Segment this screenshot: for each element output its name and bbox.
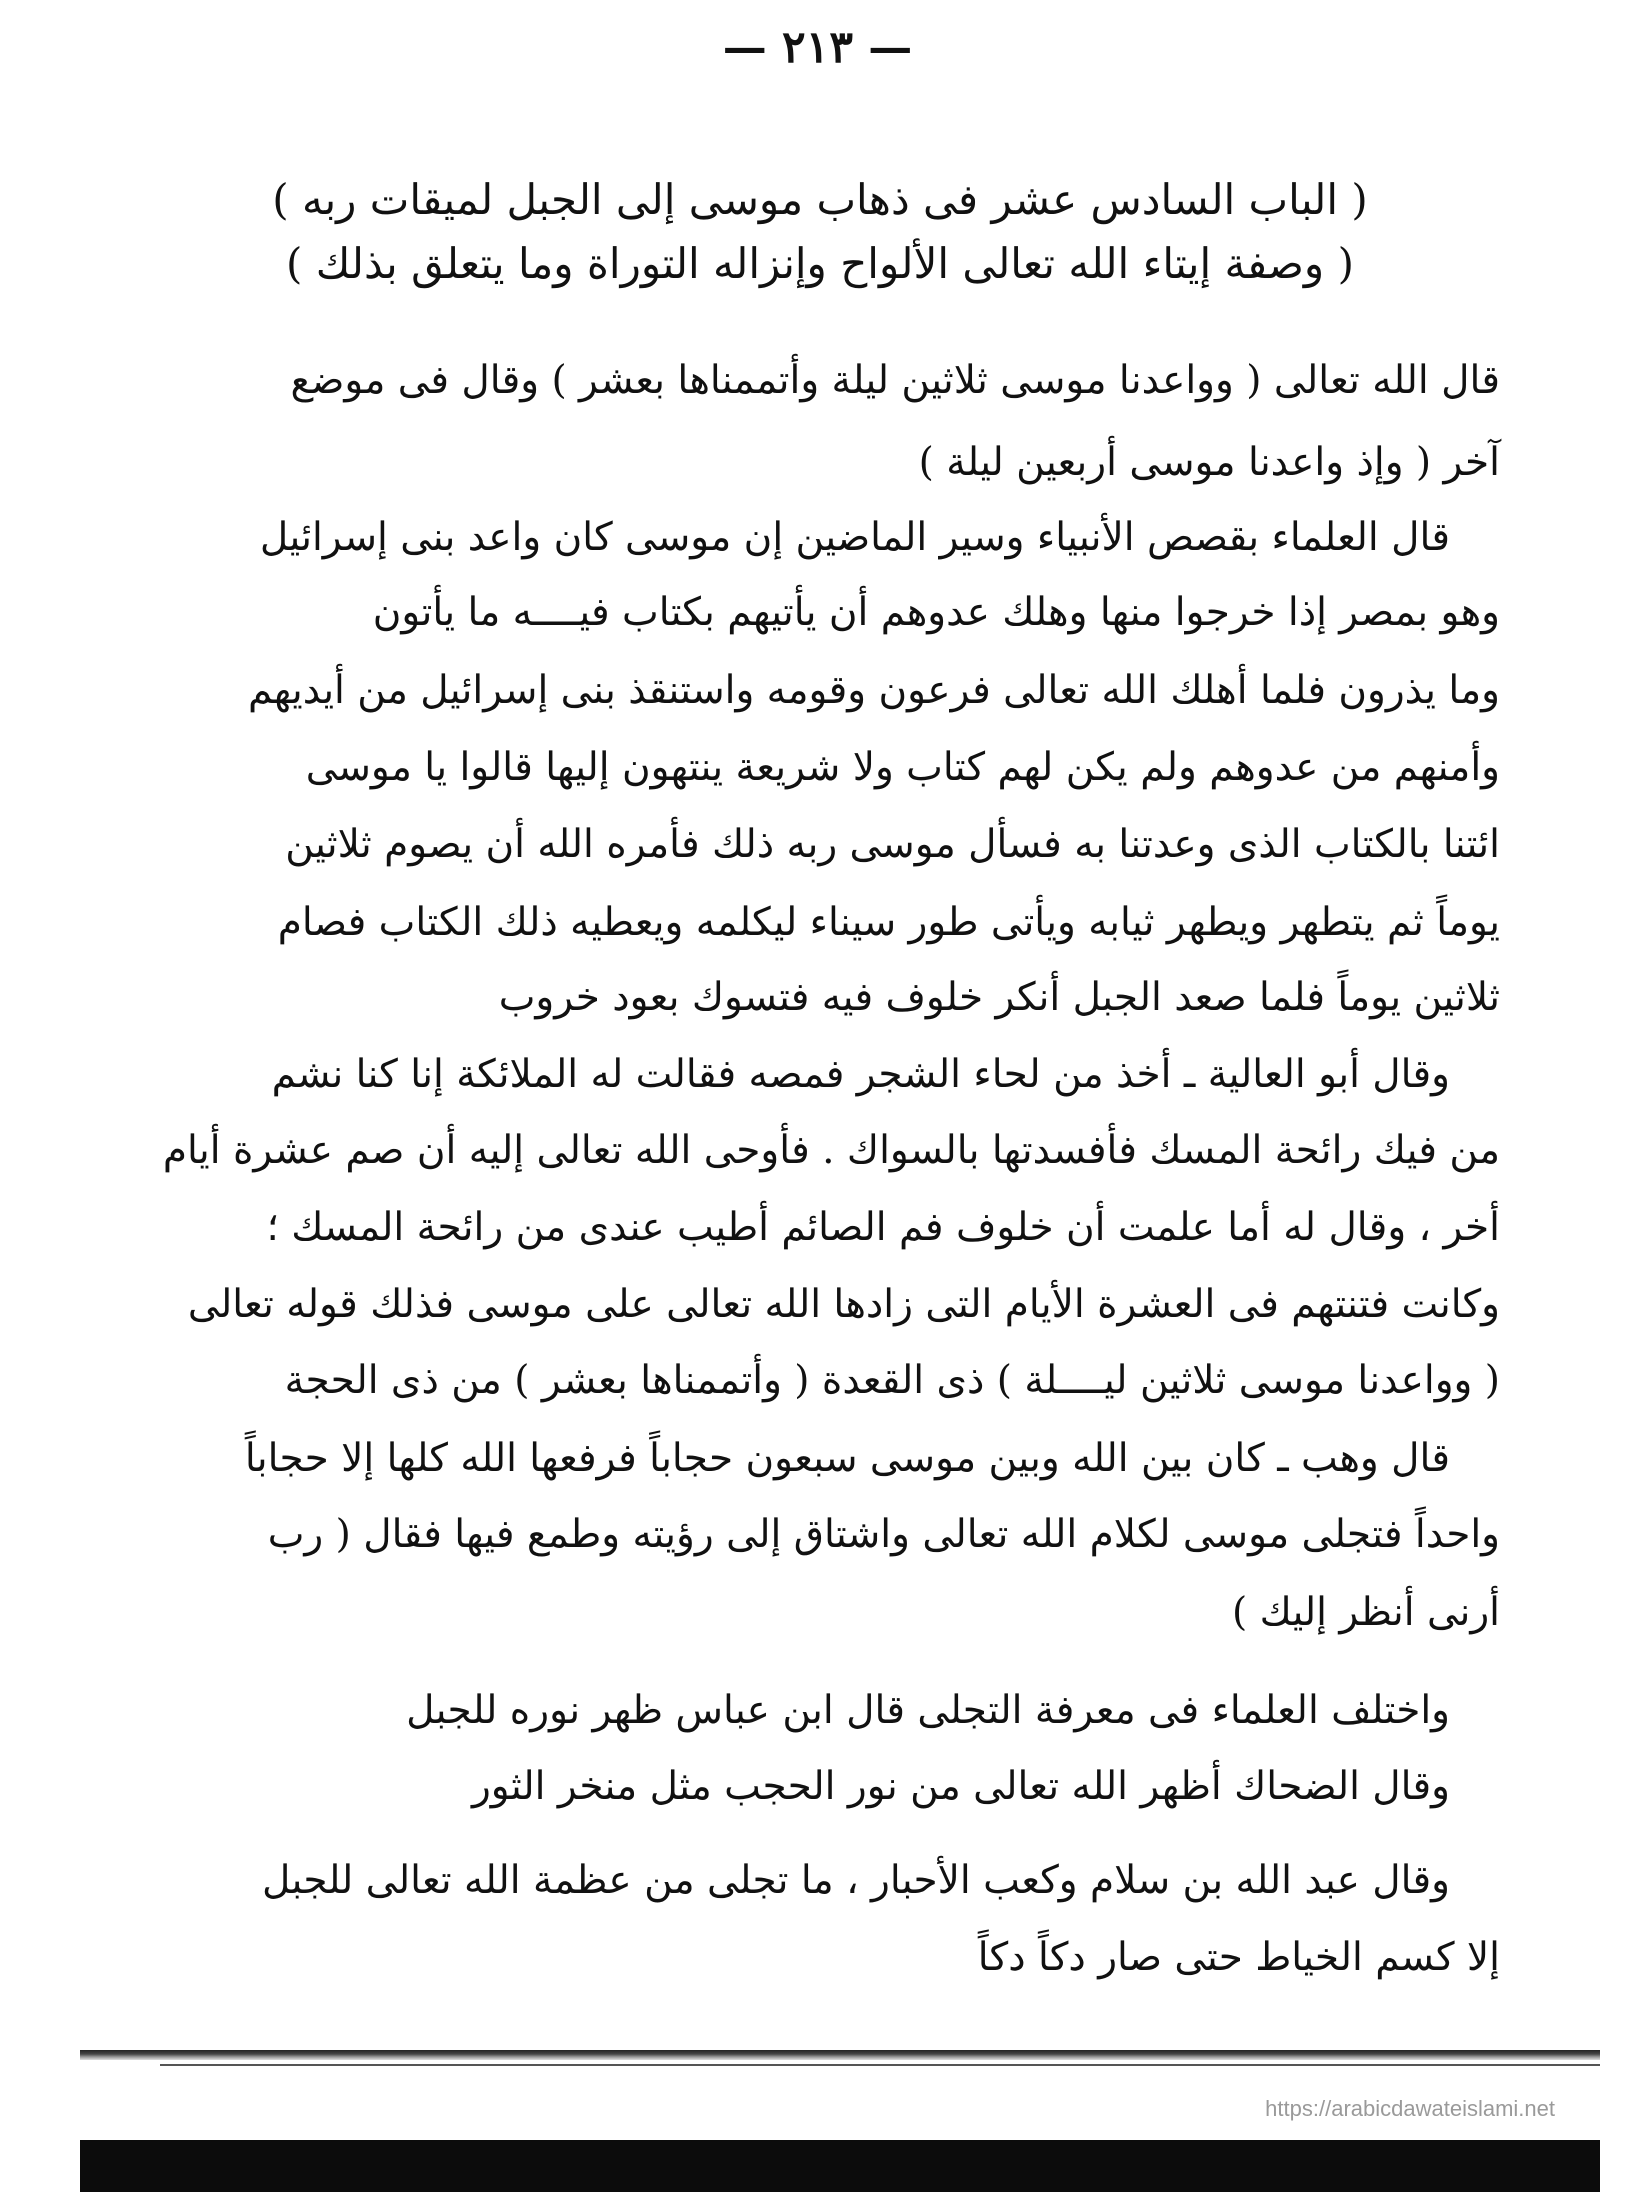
body-line-7: ائتنا بالكتاب الذى وعدتنا به فسأل موسى ربه ذلك فأمره الله أن يصوم ثلاثين xyxy=(285,822,1500,867)
chapter-heading-line-2: ( وصفة إيتاء الله تعالى الألواح وإنزاله التوراة وما يتعلق بذلك ) xyxy=(286,239,1354,288)
body-line-13: وكانت فتنتهم فى العشرة الأيام التى زادها الله تعالى على موسى فذلك قوله تعالى xyxy=(187,1282,1500,1327)
body-line-9: ثلاثين يوماً فلما صعد الجبل أنكر خلوف فيه فتسوك بعود خروب xyxy=(498,975,1500,1020)
body-line-8: يوماً ثم يتطهر ويطهر ثيابه ويأتى طور سيناء ليكلمه ويعطيه ذلك الكتاب فصام xyxy=(277,900,1500,945)
body-line-14: ( وواعدنا موسى ثلاثين ليــــلة ) ذى القعدة ( وأتممناها بعشر ) من ذى الحجة xyxy=(284,1358,1500,1403)
body-line-11: من فيك رائحة المسك فأفسدتها بالسواك . فأوحى الله تعالى إليه أن صم عشرة أيام xyxy=(162,1128,1500,1173)
body-line-1: قال الله تعالى ( وواعدنا موسى ثلاثين ليلة وأتممناها بعشر ) وقال فى موضع xyxy=(290,358,1500,403)
body-text xyxy=(110,0,1500,2000)
watermark-url: https://arabicdawateislami.net xyxy=(1265,2096,1555,2121)
body-line-12: أخر ، وقال له أما علمت أن خلوف فم الصائم أطيب عندى من رائحة المسك ؛ xyxy=(266,1205,1500,1250)
page-number: — ٢١٣ — xyxy=(722,22,913,73)
chapter-heading-line-1: ( الباب السادس عشر فى ذهاب موسى إلى الجبل لميقات ربه ) xyxy=(272,175,1368,224)
body-line-15: قال وهب ـ كان بين الله وبين موسى سبعون حجاباً فرفعها الله كلها إلا حجاباً xyxy=(244,1436,1450,1481)
body-line-20: وقال عبد الله بن سلام وكعب الأحبار ، ما تجلى من عظمة الله تعالى للجبل xyxy=(262,1858,1450,1903)
body-line-5: وما يذرون فلما أهلك الله تعالى فرعون وقومه واستنقذ بنى إسرائيل من أيديهم xyxy=(247,668,1500,713)
body-line-10: وقال أبو العالية ـ أخذ من لحاء الشجر فمصه فقالت له الملائكة إنا كنا نشم xyxy=(271,1052,1450,1097)
body-line-19: وقال الضحاك أظهر الله تعالى من نور الحجب مثل منخر الثور xyxy=(471,1764,1450,1809)
body-line-2: آخر ( وإذ واعدنا موسى أربعين ليلة ) xyxy=(918,440,1500,485)
body-line-6: وأمنهم من عدوهم ولم يكن لهم كتاب ولا شريعة ينتهون إليها قالوا يا موسى xyxy=(305,745,1500,790)
body-line-3: قال العلماء بقصص الأنبياء وسير الماضين إن موسى كان واعد بنى إسرائيل xyxy=(259,515,1450,560)
footer-bar xyxy=(80,2140,1600,2192)
bottom-rule xyxy=(80,2050,1600,2060)
body-line-17: أرنى أنظر إليك ) xyxy=(1232,1590,1500,1635)
body-line-16: واحداً فتجلى موسى لكلام الله تعالى واشتاق إلى رؤيته وطمع فيها فقال ( رب xyxy=(267,1512,1500,1557)
body-line-18: واختلف العلماء فى معرفة التجلى قال ابن عباس ظهر نوره للجبل xyxy=(406,1688,1450,1733)
bottom-rule-thin xyxy=(160,2064,1600,2066)
body-line-4: وهو بمصر إذا خرجوا منها وهلك عدوهم أن يأتيهم بكتاب فيــــه ما يأتون xyxy=(372,590,1500,635)
body-line-21: إلا كسم الخياط حتى صار دكاً دكاً xyxy=(977,1935,1500,1980)
